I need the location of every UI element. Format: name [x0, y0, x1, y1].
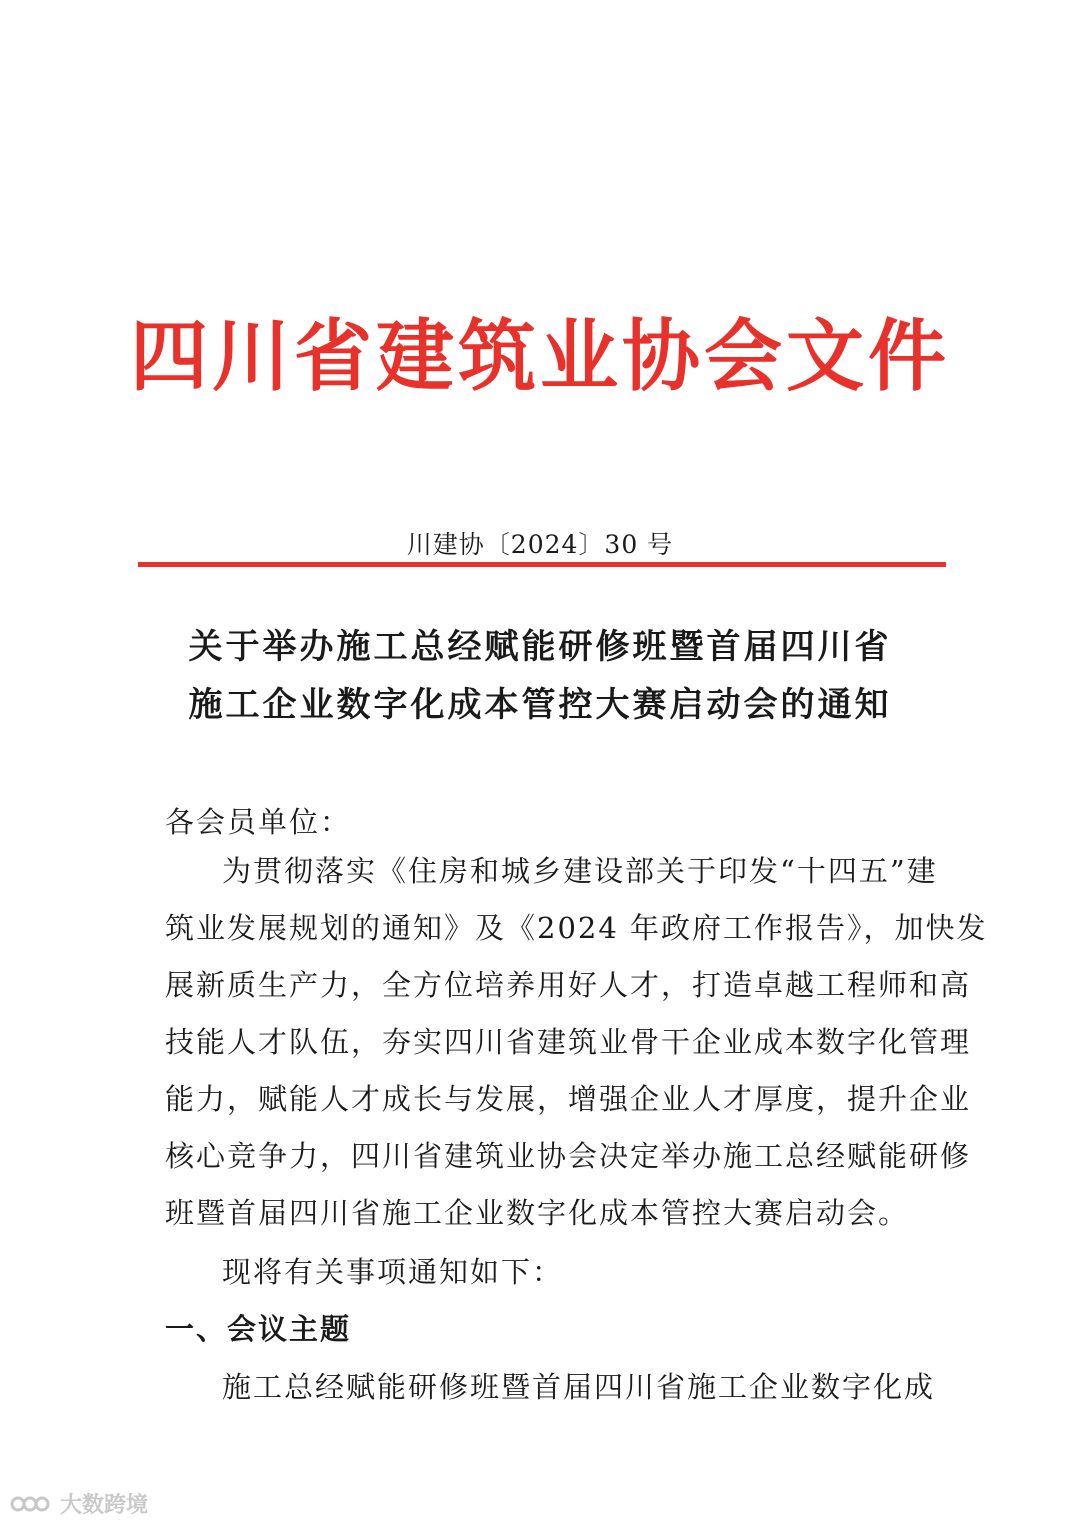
paragraph-line: 技能人才队伍，夯实四川省建筑业骨干企业成本数字化管理 — [165, 1025, 972, 1059]
paragraph-intro: 现将有关事项通知如下： — [222, 1255, 564, 1289]
document-number: 川建协〔2024〕30 号 — [406, 530, 674, 559]
paragraph-line: 筑业发展规划的通知》及《2024 年政府工作报告》，加快发 — [165, 911, 988, 945]
paragraph-line: 核心竞争力，四川省建筑业协会决定举办施工总经赋能研修 — [165, 1139, 972, 1173]
watermark — [10, 1488, 148, 1519]
agency-header-title: 四川省建筑业协会文件 — [129, 312, 950, 402]
notice-title-line-1: 关于举办施工总经赋能研修班暨首届四川省 — [188, 627, 892, 667]
section-text-line: 施工总经赋能研修班暨首届四川省施工企业数字化成 — [222, 1370, 936, 1404]
section-heading: 一、会议主题 — [165, 1312, 352, 1346]
watermark-text: 大数跨境 — [60, 1493, 149, 1518]
salutation: 各会员单位： — [165, 805, 352, 839]
watermark-logo-icon — [10, 1492, 54, 1516]
paragraph-line: 班暨首届四川省施工企业数字化成本管控大赛启动会。 — [165, 1196, 910, 1230]
paragraph-line: 展新质生产力，全方位培养用好人才，打造卓越工程师和高 — [165, 968, 972, 1002]
notice-title-line-2: 施工企业数字化成本管控大赛启动会的通知 — [188, 685, 892, 725]
paragraph-line: 能力，赋能人才成长与发展，增强企业人才厚度，提升企业 — [165, 1082, 972, 1116]
red-divider-line — [138, 562, 946, 567]
paragraph-line: 为贯彻落实《住房和城乡建设部关于印发“十四五”建 — [222, 854, 938, 888]
